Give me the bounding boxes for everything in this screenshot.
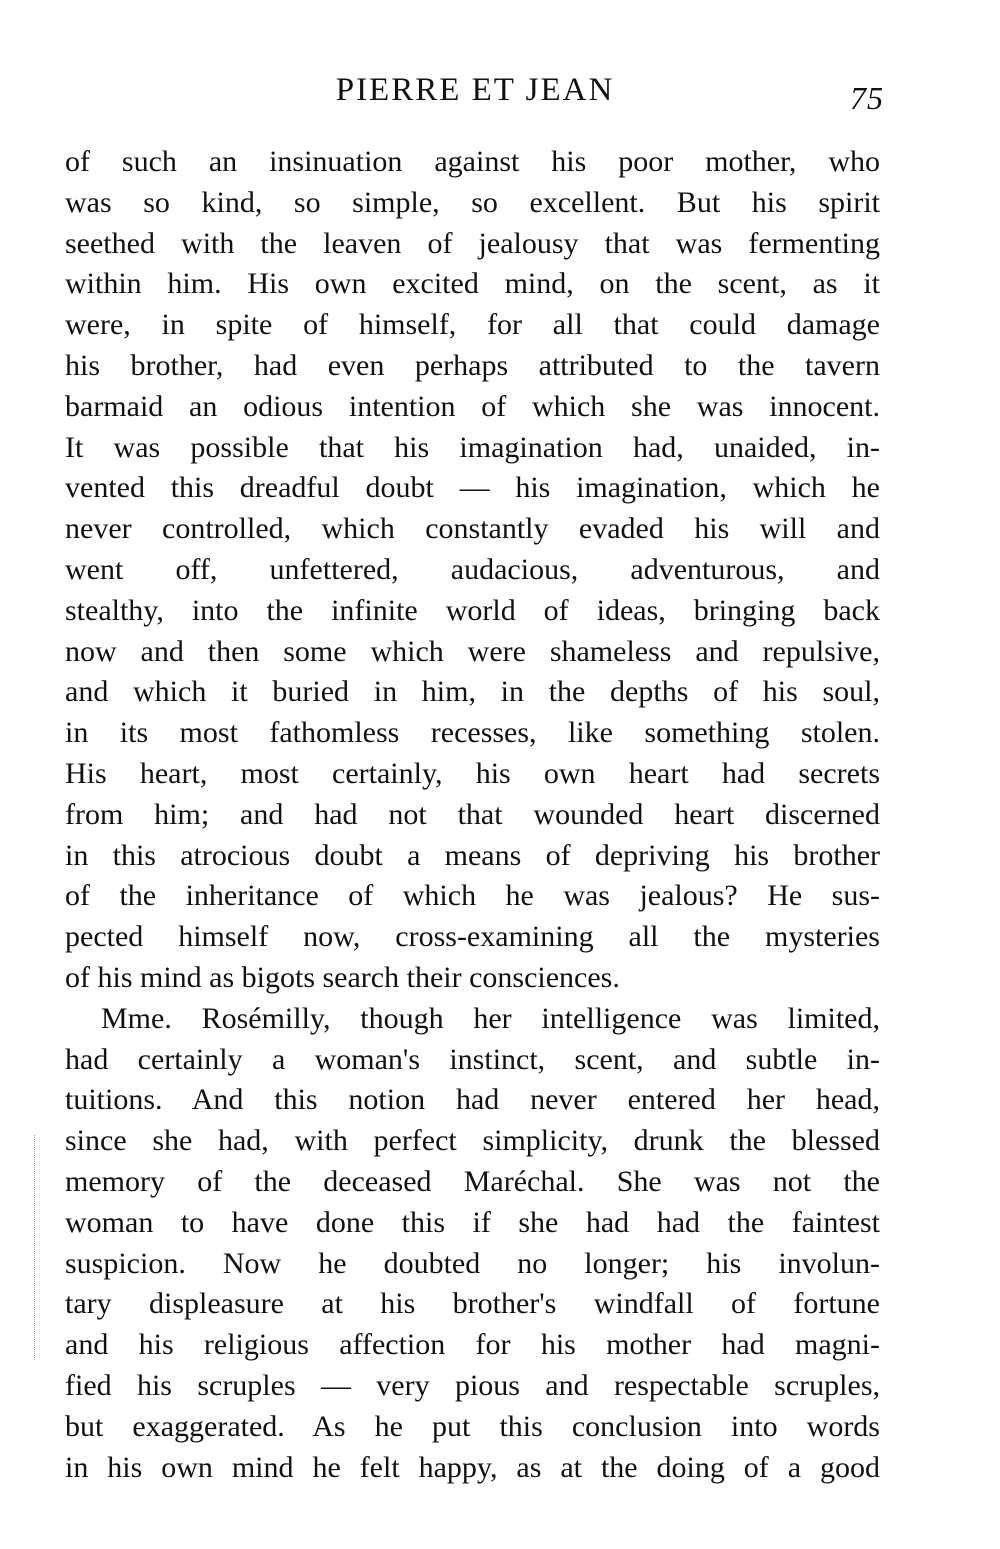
text-line: had certainly a woman's instinct, scent, and subtle in-	[65, 1042, 880, 1076]
text-line: of his mind as bigots search their consciences.	[65, 960, 620, 994]
text-line: Mme. Rosémilly, though her intelligence was limited,	[101, 1001, 880, 1035]
text-line: in this atrocious doubt a means of depriving his brother	[65, 838, 880, 872]
text-line: tuitions. And this notion had never entered her head,	[65, 1083, 880, 1117]
margin-scan-artifact	[34, 1135, 37, 1360]
text-line: stealthy, into the infinite world of ideas, bringing back	[65, 593, 880, 627]
text-line: pected himself now, cross-examining all the mysteries	[65, 920, 880, 954]
text-line: woman to have done this if she had had the faintest	[65, 1205, 880, 1239]
text-line: in its most fathomless recesses, like something stolen.	[65, 716, 880, 750]
text-line: It was possible that his imagination had, unaided, in-	[65, 430, 880, 464]
text-line: in his own mind he felt happy, as at the doing of a good	[65, 1450, 880, 1484]
page-number: 75	[850, 80, 884, 116]
text-line: barmaid an odious intention of which she was innocent.	[65, 389, 880, 423]
text-line: seethed with the leaven of jealousy that was fermenting	[65, 226, 880, 260]
text-line: fied his scruples — very pious and respectable scruples,	[65, 1368, 880, 1402]
text-line: of the inheritance of which he was jealous? He sus-	[65, 879, 880, 913]
text-line: vented this dreadful doubt — his imagination, which he	[65, 471, 880, 505]
text-line: tary displeasure at his brother's windfall of fortune	[65, 1287, 880, 1321]
running-title: PIERRE ET JEAN	[335, 72, 615, 108]
text-line: and which it buried in him, in the depths of his soul,	[65, 675, 880, 709]
text-line: was so kind, so simple, so excellent. But his spirit	[65, 185, 880, 219]
paragraph-2	[65, 999, 880, 1489]
text-line: since she had, with perfect simplicity, drunk the blessed	[65, 1124, 880, 1158]
text-line: His heart, most certainly, his own heart had secrets	[65, 756, 880, 790]
text-line: now and then some which were shameless and repulsive,	[65, 634, 880, 668]
text-line: but exaggerated. As he put this conclusion into words	[65, 1409, 880, 1443]
text-line: his brother, had even perhaps attributed to the tavern	[65, 348, 880, 382]
text-line: suspicion. Now he doubted no longer; his involun-	[65, 1246, 880, 1280]
text-line: and his religious affection for his mother had magni-	[65, 1328, 880, 1362]
text-line: within him. His own excited mind, on the scent, as it	[65, 267, 880, 301]
paragraph-1	[65, 142, 880, 999]
body-text	[65, 142, 880, 1488]
text-line: never controlled, which constantly evaded his will and	[65, 512, 880, 546]
text-line: went off, unfettered, audacious, adventurous, and	[65, 552, 880, 586]
text-line: were, in spite of himself, for all that could damage	[65, 308, 880, 342]
text-line: of such an insinuation against his poor mother, who	[65, 145, 880, 178]
text-line: memory of the deceased Maréchal. She was not the	[65, 1164, 880, 1198]
text-line: from him; and had not that wounded heart discerned	[65, 797, 880, 831]
